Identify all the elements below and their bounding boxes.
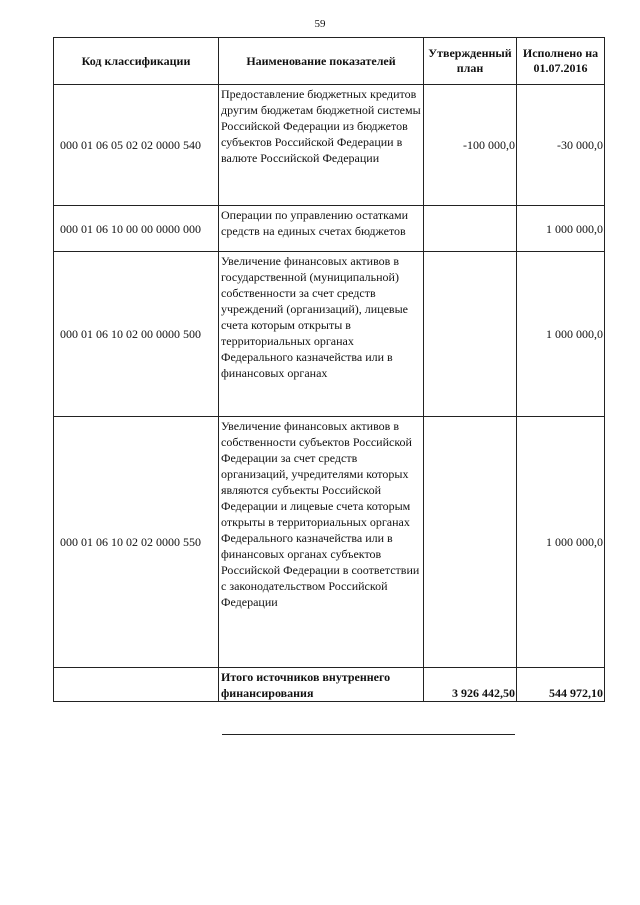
row-plan (424, 206, 517, 252)
row-name: Итого источников внутреннего финансирования (219, 668, 424, 702)
row-plan (424, 252, 517, 417)
header-name: Наименование показателей (219, 38, 424, 85)
row-executed: 1 000 000,0 (517, 252, 605, 417)
row-executed: 1 000 000,0 (517, 206, 605, 252)
table-row (54, 252, 605, 417)
table-row (54, 417, 605, 668)
row-code: 000 01 06 10 02 00 0000 500 (54, 252, 219, 417)
row-code: 000 01 06 10 02 02 0000 550 (54, 417, 219, 668)
closing-rule (222, 734, 515, 735)
row-name: Операции по управлению остатками средств на единых счетах бюджетов (219, 206, 424, 252)
header-plan: Утвержденный план (424, 38, 517, 85)
table-row-total (54, 668, 605, 702)
table-row (54, 206, 605, 252)
row-name: Увеличение финансовых активов в собственности субъектов Российской Федерации за счет средств организаций, учредителями которых являются субъекты Российской Федерации и лицевые счета которым открыты в территориальных органах Федерального казначейства или в финансовых органах субъектов Российской Федерации в соответствии с законодательством Российской Федерации (219, 417, 424, 668)
row-executed: 1 000 000,0 (517, 417, 605, 668)
financing-sources-table (53, 37, 605, 702)
table-header-row (54, 38, 605, 85)
row-code: 000 01 06 10 00 00 0000 000 (54, 206, 219, 252)
row-code: 000 01 06 05 02 02 0000 540 (54, 85, 219, 206)
row-plan: 3 926 442,50 (424, 668, 517, 702)
row-name: Увеличение финансовых активов в государственной (муниципальной) собственности за счет средств учреждений (организаций), лицевые счета которым открыты в территориальных органах Федерального казначейства или в финансовых органах (219, 252, 424, 417)
row-name: Предоставление бюджетных кредитов другим бюджетам бюджетной системы Российской Федерации из бюджетов субъектов Российской Федерации в валюте Российской Федерации (219, 85, 424, 206)
header-executed: Исполнено на 01.07.2016 (517, 38, 605, 85)
row-plan (424, 417, 517, 668)
row-plan: -100 000,0 (424, 85, 517, 206)
row-code (54, 668, 219, 702)
header-code: Код классификации (54, 38, 219, 85)
table-row (54, 85, 605, 206)
row-executed: 544 972,10 (517, 668, 605, 702)
page-number: 59 (314, 18, 326, 30)
row-executed: -30 000,0 (517, 85, 605, 206)
